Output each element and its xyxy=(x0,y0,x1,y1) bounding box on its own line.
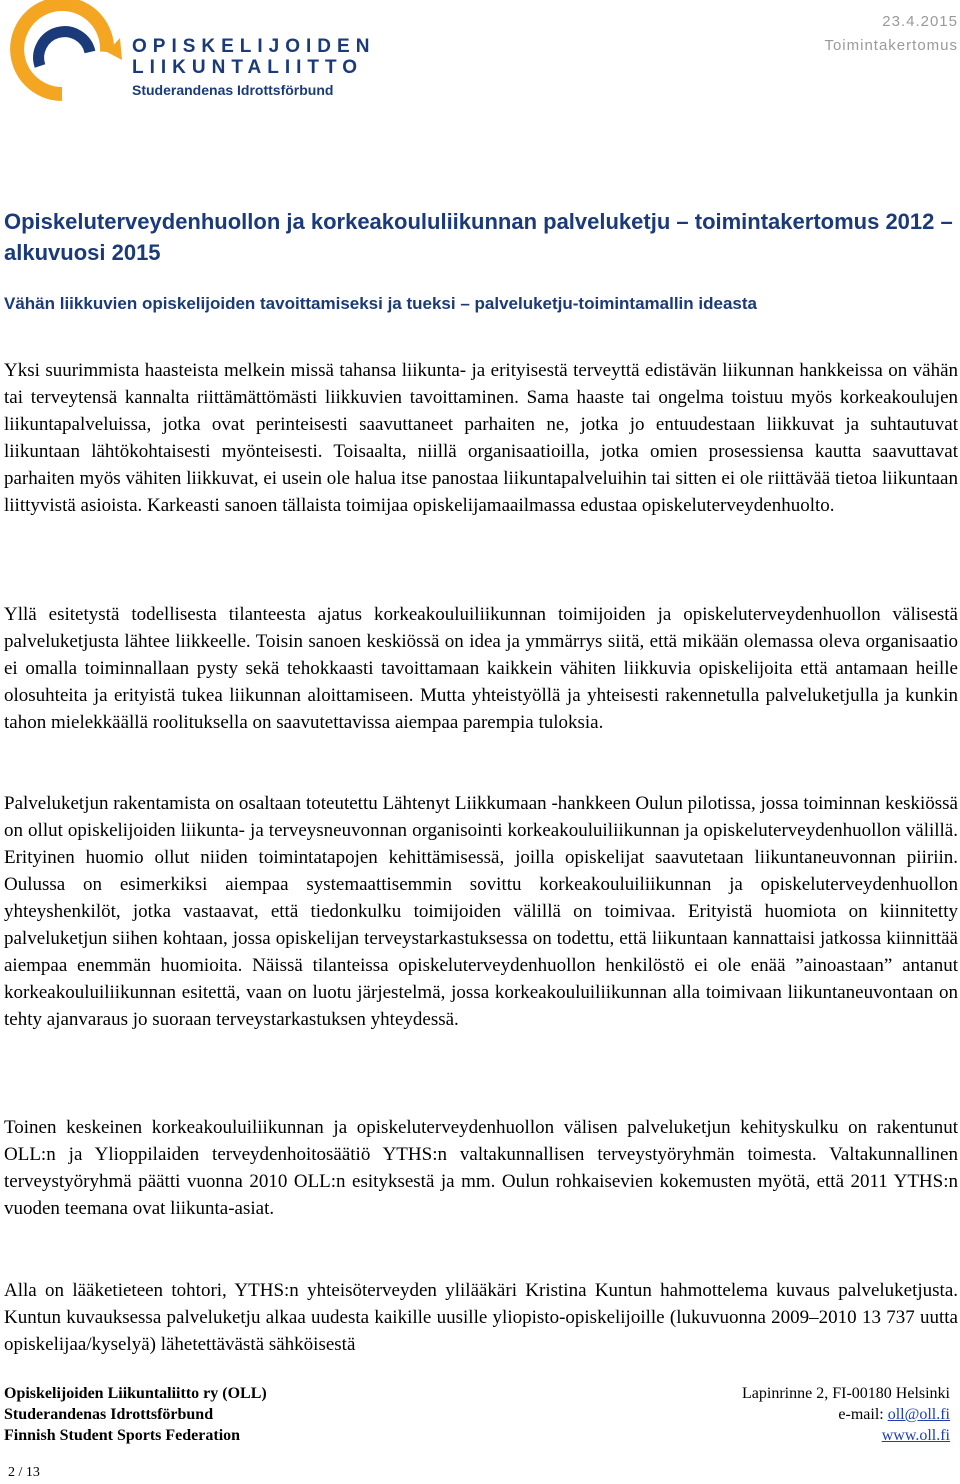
footer-address: Lapinrinne 2, FI-00180 Helsinki xyxy=(742,1385,950,1402)
paragraph: Yksi suurimmista haasteista melkein missä tahansa liikunta- ja erityisestä terveyttä edistävän liikunnan hankkeissa on vähän tai terveytensä kannalta riittämättömästi liikkuvien tavoittaminen. Sama haaste tai ongelma toistuu myös korkeakoulujen liikuntapalveluissa, jotka ovat perinteisesti saavuttaneet parhaiten ne, jotka jo entuudestaan liikkuvat ja suhtautuvat liikuntaan lähtökohtaisesti myönteisesti. Toisaalta, niillä organisaatioilla, jotka omien prosessiensa kautta saavuttavat parhaiten myös vähiten liikkuvat, ei usein ole halua itse panostaa liikuntapalveluihin tai sitten ei ole riittävää tietoa liikuntaan liittyvistä asioista. Karkeasti sanoen tällaista toimijaa opiskelijamaailmassa edustaa opiskeluterveydenhuolto. xyxy=(4,360,958,516)
logo-line-1: OPISKELIJOIDEN xyxy=(132,36,376,57)
footer-email-link[interactable]: oll@oll.fi xyxy=(887,1406,950,1423)
document-subtitle: Vähän liikkuvien opiskelijoiden tavoittamiseksi ja tueksi – palveluketju-toimintamallin ideasta xyxy=(4,294,757,313)
logo-wordmark xyxy=(132,36,375,100)
footer-org-sv: Studerandenas Idrottsförbund xyxy=(4,1406,214,1423)
page-number: 2 / 13 xyxy=(8,1465,40,1480)
footer-contact xyxy=(742,1383,950,1446)
oll-logo-mark-icon xyxy=(4,0,128,104)
footer-website-row xyxy=(742,1425,950,1446)
footer-website-link[interactable]: www.oll.fi xyxy=(881,1427,950,1444)
footer-org-fi: Opiskelijoiden Liikuntaliitto ry (OLL) xyxy=(4,1385,267,1402)
header-doc-type: Toimintakertomus xyxy=(824,37,958,54)
logo-line-3: Studerandenas Idrottsförbund xyxy=(132,82,334,98)
footer-org-en: Finnish Student Sports Federation xyxy=(4,1427,241,1444)
header-meta xyxy=(824,10,958,58)
footer-email-label: e-mail: xyxy=(838,1406,884,1423)
paragraph: Toinen keskeinen korkeakouluiliikunnan ja opiskeluterveydenhuollon välisen palveluketjun kehityskulku on rakentunut OLL:n ja Ylioppilaiden terveydenhoitosäätiö YTHS:n valtakunnallisen terveystyöryhmän toimesta. Valtakunnallinen terveystyöryhmä päätti vuonna 2010 OLL:n esityksestä ja mm. Oulun rohkaisevien kokemusten myötä, että 2011 YTHS:n vuoden teemana ovat liikunta-asiat. xyxy=(4,1117,958,1219)
paragraph: Palveluketjun rakentamista on osaltaan toteutettu Lähtenyt Liikkumaan -hankkeen Oulun pilotissa, jossa toiminnan keskiössä on ollut opiskelijoiden liikunta- ja terveysneuvonnan organisointi korkeakouluiliikunnan ja opiskeluterveydenhuollon välillä. Erityinen huomio ollut niiden toimintatapojen kehittämisessä, joilla opiskelijat saavutetaan liikuntaneuvonnan piiriin. Oulussa on esimerkiksi aiempaa systemaattisemmin sovittu korkeakouluiliikunnan ja opiskeluterveydenhuollon yhteyshenkilöt, jotka vastaavat, että tiedonkulku toimijoiden välillä on toimivaa. Erityistä huomiota on kiinnitetty palveluketjun siihen kohtaan, jossa opiskelijan terveystarkastuksessa on todettu, että liikuntaan kannattaisi jatkossa kiinnittää aiempaa enemmän huomioita. Näissä tilanteissa opiskeluterveydenhuollon henkilöstö ei ole enää ”ainoastaan” antanut korkeakouluiliikunnan esitettä, vaan on luotu järjestelmä, jossa korkeakouluiliikunnan alla toimivaan liikuntaneuvontaan on tehty ajanvaraus jo suoraan terveystarkastuksen yhteydessä. xyxy=(4,793,958,1030)
oll-logo xyxy=(4,0,376,104)
paragraph: Alla on lääketieteen tohtori, YTHS:n yhteisöterveyden ylilääkäri Kristina Kuntun hahmottelema kuvaus palveluketjusta. Kuntun kuvauksessa palveluketju alkaa uudesta kaikille uusille yliopisto-opiskelijoille (lukuvuonna 2009–2010 13 737 uutta opiskelijaa/kyselyä) lähetettävästä sähköisestä xyxy=(4,1280,958,1355)
paragraph: Yllä esitetystä todellisesta tilanteesta ajatus korkeakouluiliikunnan toimijoiden ja opiskeluterveydenhuollon välisestä palveluketjusta lähtee liikkeelle. Toisin sanoen keskiössä on idea ja ymmärrys siitä, että mikään olemassa oleva organisaatio ei omalla toiminnallaan pysty sekä tehokkaasti tavoittamaan kaikkein vähiten liikkuvia opiskelijoita että antamaan heille olosuhteita ja erityistä tukea liikunnan aloittamiseen. Mutta yhteistyöllä ja yhteisesti rakennetulla palveluketjulla ja kunkin tahon mielekkäällä roolituksella on saavutettavissa aiempaa parempia tuloksia. xyxy=(4,604,958,733)
header-date: 23.4.2015 xyxy=(882,13,958,30)
footer-email-row xyxy=(742,1404,950,1425)
document-title: Opiskeluterveydenhuollon ja korkeakoululiikunnan palveluketju – toimintakertomus 2012 – alkuvuosi 2015 xyxy=(4,209,953,265)
footer-organization xyxy=(4,1383,267,1446)
logo-line-2: LIIKUNTALIITTO xyxy=(132,57,364,78)
